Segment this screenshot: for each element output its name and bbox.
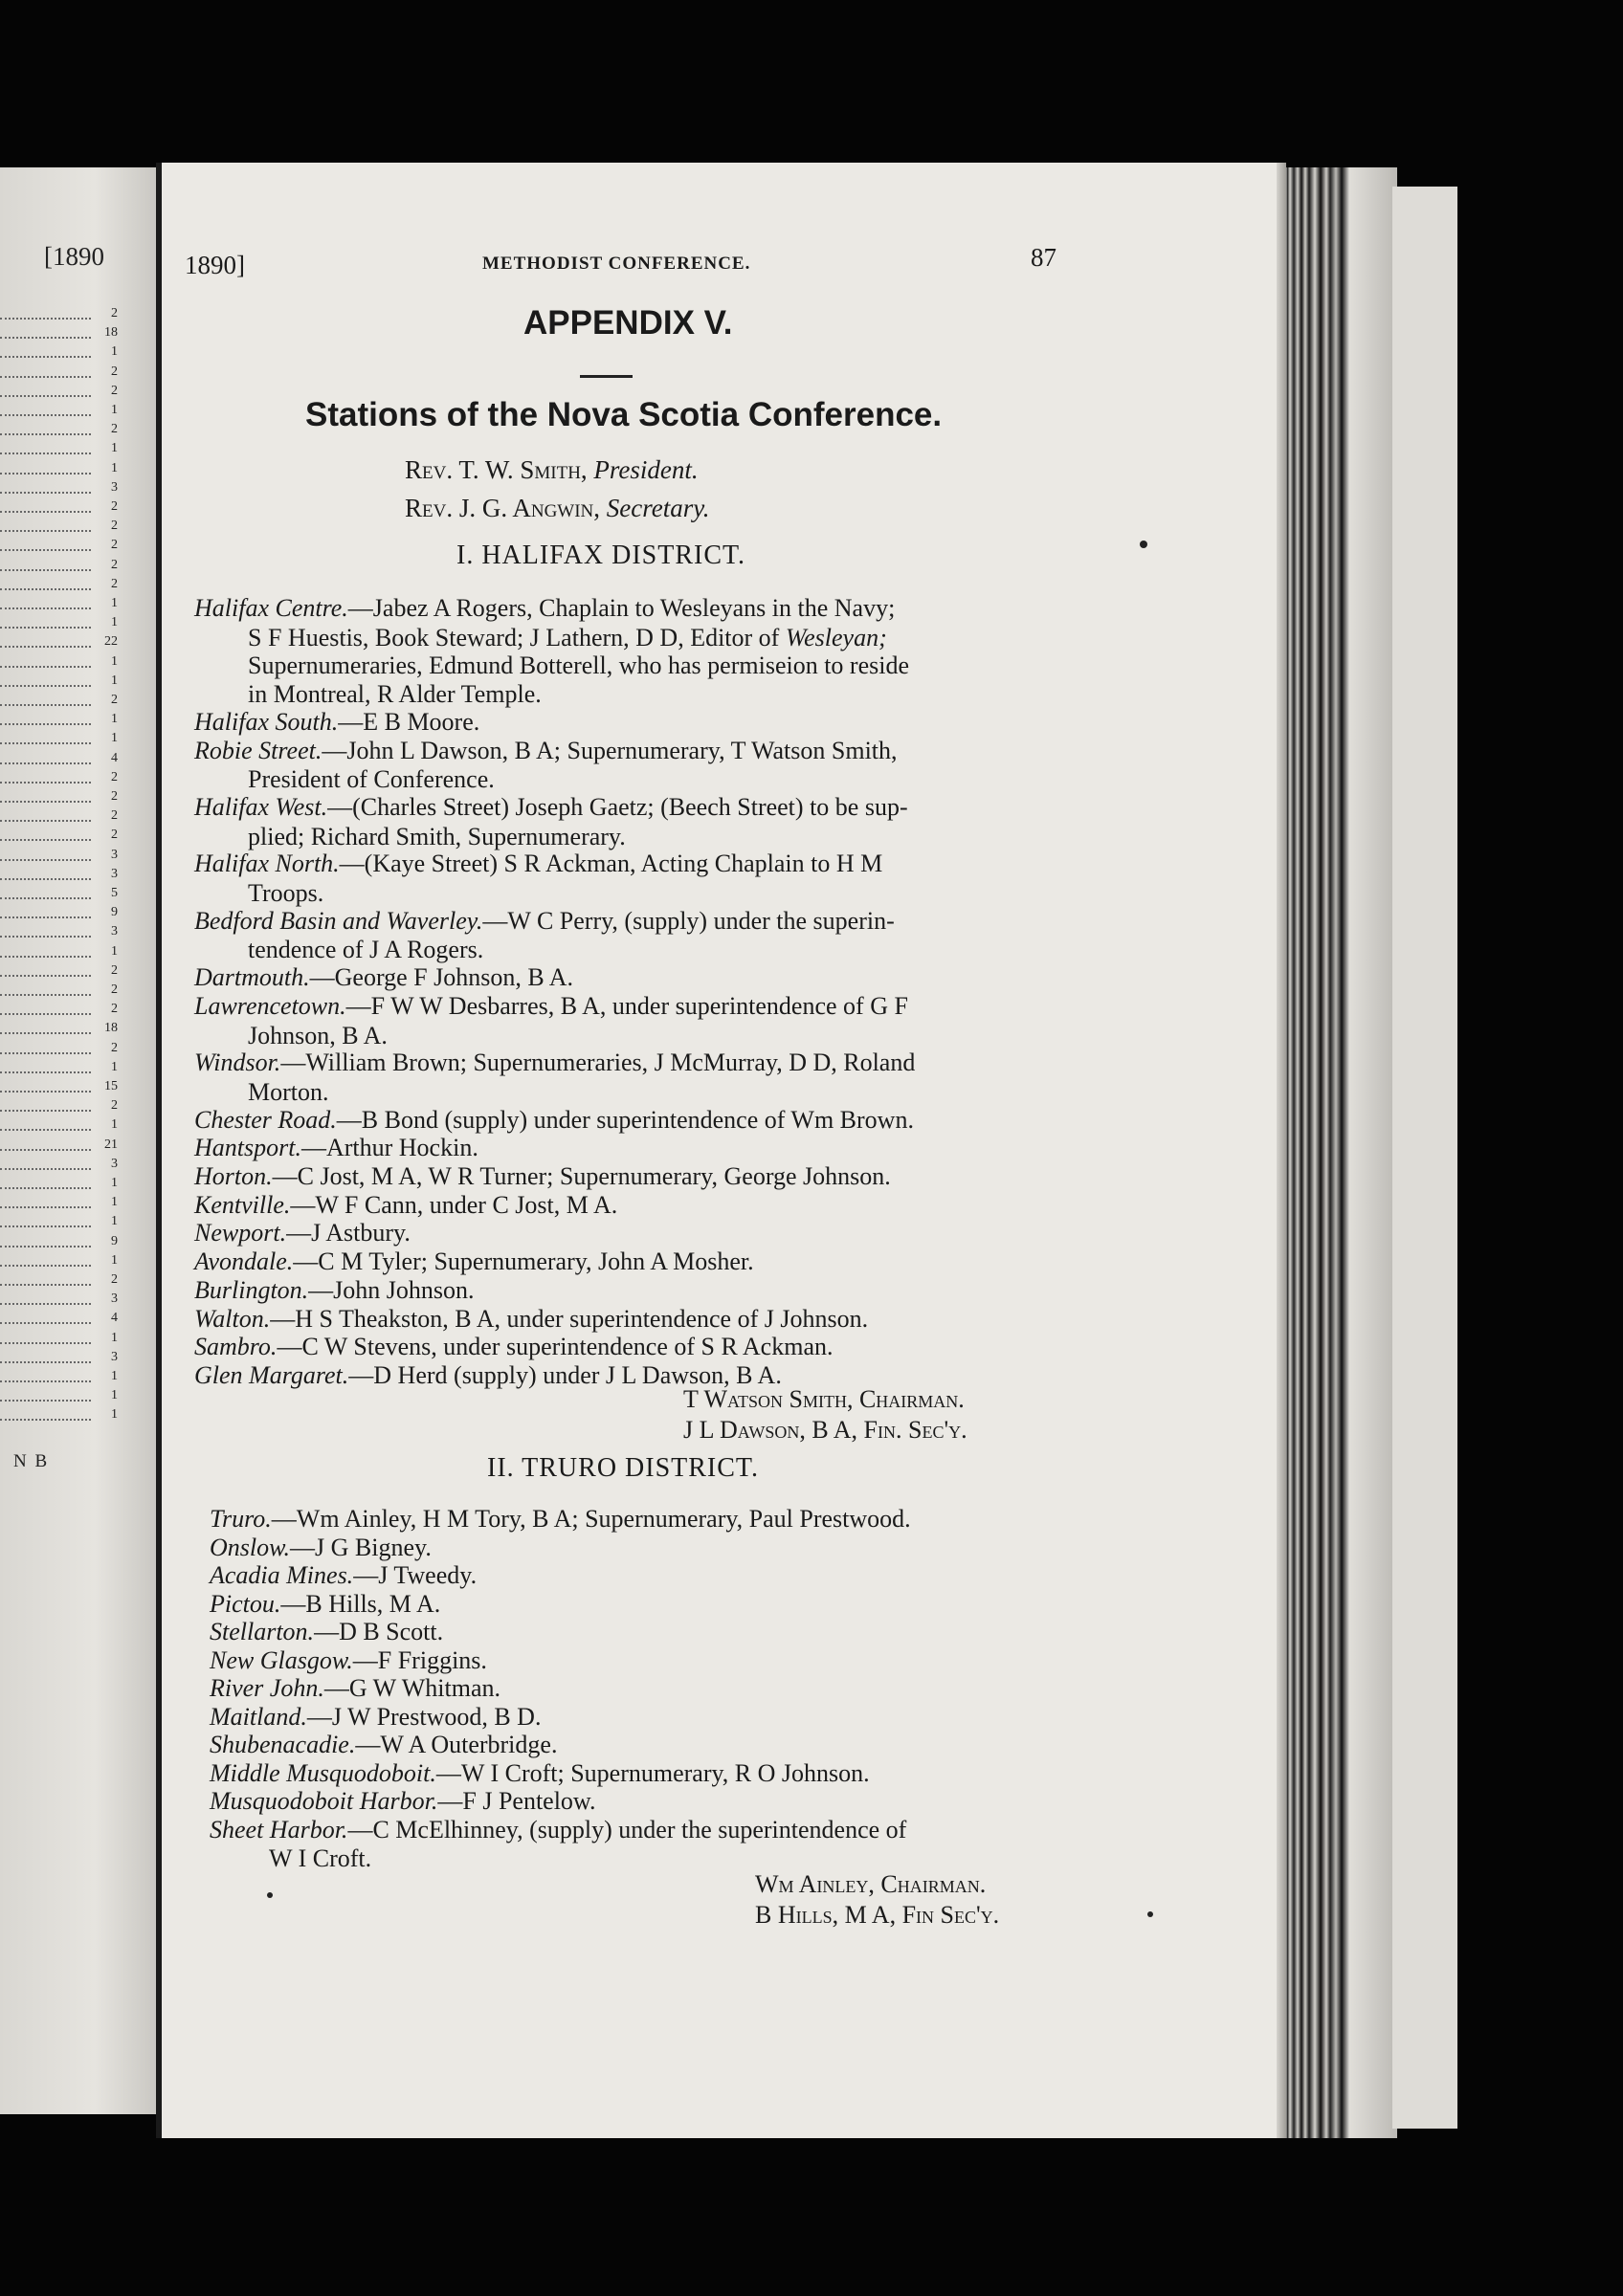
station-entry (194, 908, 895, 934)
station-entry (194, 794, 908, 820)
station-ministers: —John L Dawson, B A; Supernumerary, T Watson Smith, (322, 736, 898, 764)
left-page-number: 1 (111, 1388, 118, 1403)
station-place: Halifax West. (194, 792, 328, 821)
station-continuation: Johnson, B A. (248, 1021, 388, 1049)
left-page-dot-leader (0, 414, 91, 417)
station-entry (194, 1192, 617, 1218)
left-page-number: 2 (111, 422, 118, 437)
station-ministers: —W F Cann, under C Jost, M A. (290, 1190, 618, 1219)
station-entry (210, 1506, 911, 1532)
station-ministers: —G W Whitman. (323, 1674, 501, 1702)
left-page-number: 2 (111, 769, 118, 784)
station-place: Stellarton. (210, 1618, 315, 1645)
station-entry (194, 1049, 915, 1075)
left-page-dot-leader (0, 376, 91, 379)
secretary-line (405, 494, 710, 523)
left-page-dot-leader (0, 1206, 91, 1209)
station-ministers: —John Johnson. (308, 1275, 475, 1304)
station-entry (210, 1619, 443, 1645)
left-page-number: 1 (111, 596, 118, 610)
left-page-number: 4 (111, 750, 118, 765)
station-continuation: plied; Richard Smith, Supernumerary. (248, 822, 626, 850)
station-entry (194, 1163, 891, 1189)
station-ministers: —C W Stevens, under superintendence of S R Ackman. (277, 1333, 834, 1361)
left-page-number: 21 (104, 1137, 118, 1152)
district-heading-truro: II. TRURO DISTRICT. (487, 1453, 759, 1483)
left-page-dot-leader (0, 395, 91, 398)
left-page-dot-leader (0, 782, 91, 784)
left-page-dot-leader (0, 975, 91, 978)
left-page-dot-leader (0, 1187, 91, 1190)
station-continuation: Troops. (248, 879, 324, 907)
left-page-dot-leader (0, 1322, 91, 1325)
station-place: Sheet Harbor. (210, 1815, 348, 1843)
left-page-number: 3 (111, 1292, 118, 1307)
left-page-dot-leader (0, 569, 91, 572)
left-page-number: 2 (111, 1002, 118, 1017)
left-page-dot-leader (0, 356, 91, 359)
left-page-number: 2 (111, 789, 118, 804)
station-place: Avondale. (194, 1247, 294, 1276)
station-entry (210, 1817, 906, 1843)
station-entry (194, 1220, 411, 1246)
station-place: Sambro. (194, 1333, 278, 1361)
station-ministers: —W A Outerbridge. (355, 1731, 558, 1758)
left-page-number: 2 (111, 557, 118, 572)
station-entry (194, 1248, 754, 1274)
left-page-dot-leader (0, 337, 91, 340)
station-ministers: —J G Bigney. (290, 1533, 432, 1561)
left-page-number: 2 (111, 693, 118, 707)
station-place: Horton. (194, 1162, 273, 1190)
station-ministers: —F Friggins. (352, 1645, 487, 1674)
left-page-number: 1 (111, 1214, 118, 1229)
station-ministers: —J Astbury. (286, 1219, 411, 1247)
left-page-dot-leader (0, 1246, 91, 1248)
left-page-number: 1 (111, 441, 118, 456)
left-page-dot-leader (0, 1419, 91, 1422)
left-page-dot-leader (0, 1400, 91, 1402)
left-page-dot-leader (0, 1342, 91, 1345)
station-entry (210, 1788, 596, 1814)
station-place: Truro. (210, 1505, 272, 1533)
left-page-dot-leader (0, 1013, 91, 1016)
station-ministers: —(Kaye Street) S R Ackman, Acting Chaplain to H M (339, 850, 883, 878)
left-page-number: 3 (111, 1156, 118, 1171)
station-ministers: —C Jost, M A, W R Turner; Supernumerary, George Johnson. (272, 1162, 891, 1190)
left-page-dot-leader (0, 1380, 91, 1383)
left-page-number: 1 (111, 653, 118, 669)
left-page-dot-leader (0, 1071, 91, 1074)
station-continuation: W I Croft. (269, 1844, 372, 1872)
station-ministers: —F W W Desbarres, B A, under superintendence of G F (345, 991, 908, 1020)
left-page-number: 1 (111, 943, 118, 959)
station-ministers: —E B Moore. (338, 707, 480, 736)
left-page-number: 18 (104, 325, 118, 341)
left-page-number: 1 (111, 1407, 118, 1423)
left-page-dot-leader (0, 839, 91, 842)
running-head-year: 1890] (185, 251, 245, 279)
left-page-number: 18 (104, 1021, 118, 1036)
secretary-name: Rev. J. G. Angwin, (405, 494, 601, 522)
station-place: Robie Street. (194, 736, 322, 764)
left-page-dot-leader (0, 1168, 91, 1171)
station-ministers: —F J Pentelow. (437, 1787, 596, 1815)
station-entry (210, 1732, 557, 1757)
station-place: Pictou. (210, 1589, 281, 1618)
left-page-dot-leader (0, 453, 91, 455)
station-entry (194, 1277, 475, 1303)
ink-speck (1147, 1911, 1153, 1917)
left-page-dot-leader (0, 1129, 91, 1132)
station-entry (194, 1107, 914, 1133)
italic-publication: Wesleyan; (779, 623, 887, 651)
station-place: Halifax South. (194, 707, 339, 736)
left-page-dot-leader (0, 1032, 91, 1035)
page-number: 87 (1031, 243, 1056, 272)
left-page-number: 3 (111, 479, 118, 495)
station-continuation: President of Conference. (248, 765, 495, 794)
station-entry (194, 709, 479, 735)
left-page-dot-leader (0, 742, 91, 745)
station-place: Halifax North. (194, 850, 340, 878)
president-role: President. (593, 455, 699, 484)
station-place: Maitland. (210, 1702, 307, 1731)
station-place: Hantsport. (194, 1134, 301, 1162)
ink-speck (1140, 541, 1147, 548)
left-page-dot-leader (0, 994, 91, 997)
left-page-dot-leader (0, 1149, 91, 1152)
station-place: Kentville. (194, 1190, 291, 1219)
station-ministers: —C McElhinney, (supply) under the superintendence of (347, 1815, 907, 1843)
title-rule (580, 375, 633, 378)
left-page-number: 2 (111, 1272, 118, 1287)
page-edge-shadow (1277, 163, 1286, 2138)
left-page-number: 2 (111, 808, 118, 824)
left-page-number: 5 (111, 886, 118, 900)
station-ministers: —W I Croft; Supernumerary, R O Johnson. (435, 1758, 870, 1787)
left-page-dot-leader (0, 588, 91, 591)
left-page-number: 1 (111, 1195, 118, 1210)
station-continuation: Supernumeraries, Edmund Botterell, who has permiseion to reside (248, 651, 910, 680)
left-facing-page (0, 167, 158, 2114)
station-place: River John. (210, 1674, 324, 1702)
station-ministers: —H S Theakston, B A, under superintendence of J Johnson. (270, 1304, 869, 1333)
left-page-number: 1 (111, 1369, 118, 1383)
station-place: Acadia Mines. (210, 1561, 354, 1589)
station-continuation: tendence of J A Rogers. (248, 936, 484, 964)
left-page-dot-leader (0, 685, 91, 688)
station-entry (194, 964, 573, 990)
station-ministers: —J Tweedy. (353, 1561, 478, 1589)
left-page-dot-leader (0, 646, 91, 649)
appendix-title: APPENDIX V. (523, 304, 733, 342)
left-page-number: 4 (111, 1311, 118, 1326)
station-ministers: —George F Johnson, B A. (309, 963, 574, 992)
left-page-number: 1 (111, 615, 118, 630)
left-page-dot-leader (0, 1225, 91, 1228)
left-page-number: 3 (111, 1349, 118, 1364)
left-page-number: 2 (111, 364, 118, 379)
left-page-dot-leader (0, 1361, 91, 1364)
station-entry (210, 1760, 870, 1786)
left-page-dot-leader (0, 530, 91, 533)
left-page-number: 2 (111, 383, 118, 398)
left-page-number: 3 (111, 924, 118, 939)
left-page-number: 1 (111, 1059, 118, 1074)
station-ministers: —Arthur Hockin. (300, 1134, 478, 1162)
district-chairman-truro: Wm Ainley, Chairman. (755, 1870, 987, 1898)
left-page-number: 1 (111, 1176, 118, 1190)
left-page-dot-leader (0, 1303, 91, 1306)
left-page-number: 2 (111, 576, 118, 591)
left-page-dot-leader (0, 897, 91, 900)
left-page-number: 3 (111, 866, 118, 881)
station-continuation: S F Huestis, Book Steward; J Lathern, D D, Editor of Wesleyan; (248, 623, 887, 651)
station-place: Windsor. (194, 1049, 281, 1077)
left-page-number: 1 (111, 403, 118, 417)
left-page-dot-leader (0, 723, 91, 726)
left-page-dot-leader (0, 878, 91, 881)
left-page-number: 1 (111, 673, 118, 688)
left-page-number: 1 (111, 1330, 118, 1345)
station-place: Dartmouth. (194, 963, 310, 992)
station-entry (194, 993, 908, 1019)
left-page-dot-leader (0, 473, 91, 475)
station-entry (210, 1534, 432, 1560)
left-page-dot-leader (0, 1091, 91, 1093)
left-page-number: 2 (111, 306, 118, 320)
left-page-dot-leader (0, 956, 91, 959)
station-entry (194, 738, 898, 763)
left-page-number: 15 (104, 1079, 118, 1093)
left-page-number: 22 (104, 634, 118, 650)
left-page-number: 9 (111, 905, 118, 920)
station-ministers: —W C Perry, (supply) under the superin- (482, 906, 895, 935)
left-page-number: 1 (111, 1117, 118, 1133)
district-secretary-truro: B Hills, M A, Fin Sec'y. (755, 1901, 1000, 1929)
left-page-dot-leader (0, 1284, 91, 1287)
district-heading-halifax: I. HALIFAX DISTRICT. (456, 541, 746, 570)
left-page-dot-leader (0, 511, 91, 514)
station-continuation: in Montreal, R Alder Temple. (248, 680, 542, 709)
left-page-number: 9 (111, 1233, 118, 1248)
station-continuation: Morton. (248, 1077, 329, 1106)
left-page-number: 2 (111, 982, 118, 997)
left-page-dot-leader (0, 318, 91, 320)
station-entry (210, 1591, 440, 1617)
station-place: Newport. (194, 1219, 287, 1247)
left-page-dot-leader (0, 1110, 91, 1113)
station-entry (210, 1675, 500, 1701)
station-place: Bedford Basin and Waverley. (194, 906, 483, 935)
station-entry (194, 1306, 868, 1332)
station-place: New Glasgow. (210, 1645, 353, 1674)
station-entry (210, 1647, 487, 1673)
left-page-dot-leader (0, 549, 91, 552)
left-page-number: 1 (111, 460, 118, 475)
station-place: Lawrencetown. (194, 991, 346, 1020)
district-chairman-halifax: T Watson Smith, Chairman. (683, 1385, 965, 1413)
left-page-number: 2 (111, 828, 118, 843)
station-place: Musquodoboit Harbor. (210, 1787, 438, 1815)
president-line (405, 455, 699, 485)
station-ministers: —Jabez A Rogers, Chaplain to Wesleyans in the Navy; (347, 594, 896, 622)
left-page-dot-leader (0, 801, 91, 804)
left-page-dot-leader (0, 859, 91, 862)
left-page-number: 3 (111, 847, 118, 862)
left-page-dot-leader (0, 666, 91, 669)
station-ministers: —B Bond (supply) under superintendence of Wm Brown. (336, 1105, 914, 1134)
station-ministers: —William Brown; Supernumeraries, J McMurray, D D, Roland (280, 1049, 916, 1077)
station-entry (210, 1704, 541, 1730)
left-page-number: 1 (111, 344, 118, 360)
left-page-number: 2 (111, 1040, 118, 1055)
station-entry (194, 595, 895, 621)
station-ministers: —C M Tyler; Supernumerary, John A Mosher. (293, 1247, 754, 1276)
running-head-title: METHODIST CONFERENCE. (482, 254, 751, 274)
ink-speck (267, 1892, 273, 1898)
left-page-dot-leader (0, 627, 91, 629)
left-page-dot-leader (0, 704, 91, 707)
station-ministers: —D Herd (supply) under J L Dawson, B A. (348, 1360, 782, 1389)
left-page-number: 2 (111, 519, 118, 534)
station-entry (194, 1135, 478, 1160)
left-page-dot-leader (0, 607, 91, 610)
station-place: Shubenacadie. (210, 1731, 356, 1758)
station-ministers: —(Charles Street) Joseph Gaetz; (Beech Street) to be sup- (327, 792, 908, 821)
left-page-year: [1890 (44, 242, 104, 271)
station-place: Halifax Centre. (194, 594, 348, 622)
station-ministers: —B Hills, M A. (280, 1589, 441, 1618)
left-page-number: 2 (111, 538, 118, 553)
section-title: Stations of the Nova Scotia Conference. (305, 396, 943, 433)
station-place: Burlington. (194, 1275, 309, 1304)
left-page-nb-label: N B (13, 1451, 50, 1471)
left-page-number: 1 (111, 712, 118, 727)
left-page-dot-leader (0, 492, 91, 495)
left-page-dot-leader (0, 916, 91, 919)
book-back-cover-edge (1392, 187, 1457, 2129)
station-ministers: —D B Scott. (314, 1618, 444, 1645)
station-entry (194, 850, 882, 876)
president-name: Rev. T. W. Smith, (405, 455, 588, 484)
station-ministers: —J W Prestwood, B D. (306, 1702, 542, 1731)
left-page-number: 1 (111, 1252, 118, 1268)
station-entry (194, 1334, 834, 1359)
station-ministers: —Wm Ainley, H M Tory, B A; Supernumerary, Paul Prestwood. (271, 1505, 911, 1533)
station-place: Chester Road. (194, 1105, 337, 1134)
station-entry (210, 1562, 477, 1588)
left-page-dot-leader (0, 1265, 91, 1268)
station-place: Onslow. (210, 1533, 291, 1561)
left-page-dot-leader (0, 820, 91, 823)
document-page (156, 163, 1286, 2138)
left-page-dot-leader (0, 1052, 91, 1055)
station-place: Glen Margaret. (194, 1360, 349, 1389)
left-page-number: 1 (111, 731, 118, 746)
left-page-dot-leader (0, 433, 91, 436)
left-page-dot-leader (0, 936, 91, 938)
station-place: Walton. (194, 1304, 271, 1333)
left-page-number: 2 (111, 1098, 118, 1114)
district-secretary-halifax: J L Dawson, B A, Fin. Sec'y. (683, 1416, 967, 1444)
left-page-dot-leader (0, 762, 91, 765)
left-page-number: 2 (111, 962, 118, 978)
left-page-number: 2 (111, 499, 118, 514)
secretary-role: Secretary. (606, 494, 710, 522)
book-page-stack (1273, 167, 1397, 2138)
station-entry (194, 1362, 782, 1388)
station-place: Middle Musquodoboit. (210, 1758, 436, 1787)
